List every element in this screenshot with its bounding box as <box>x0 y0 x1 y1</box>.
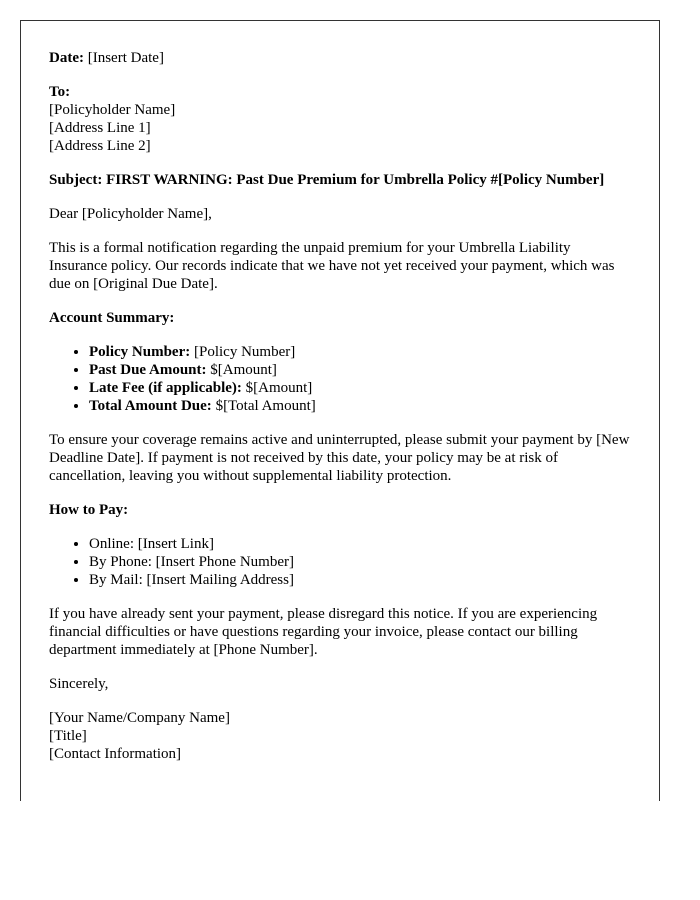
summary-value: [Policy Number] <box>193 344 296 360</box>
signature-name: [Your Name/Company Name] <box>49 710 230 726</box>
signature-block <box>49 709 631 763</box>
closing-paragraph: If you have already sent your payment, please disregard this notice. If you are experiencing financial difficulties or have questions regarding your invoice, please contact our billing department immediately at [Phone Number]. <box>49 606 598 658</box>
how-to-pay-heading: How to Pay: <box>49 502 129 518</box>
summary-value: $[Amount] <box>210 362 277 378</box>
to-label: To: <box>49 84 71 100</box>
summary-label: Policy Number: <box>89 344 191 360</box>
list-item <box>89 397 631 415</box>
date-value: [Insert Date] <box>87 50 164 66</box>
subject-line: Subject: FIRST WARNING: Past Due Premium for Umbrella Policy #[Policy Number] <box>49 172 605 188</box>
summary-value: $[Amount] <box>245 380 313 396</box>
date-label: Date: <box>49 50 84 66</box>
account-summary-list <box>49 343 631 415</box>
signature-title: [Title] <box>49 728 87 744</box>
signature-contact: [Contact Information] <box>49 746 182 762</box>
summary-value: $[Total Amount] <box>215 398 316 414</box>
list-item: • Online: [Insert Link] <box>89 535 631 553</box>
account-summary-heading: Account Summary: <box>49 310 175 326</box>
summary-label: Late Fee (if applicable): <box>89 380 242 396</box>
recipient-block <box>49 83 631 155</box>
recipient-name: [Policyholder Name] <box>49 102 176 118</box>
list-item <box>89 379 631 397</box>
list-item <box>89 343 631 361</box>
signoff: Sincerely, <box>49 676 109 692</box>
letter-document <box>20 20 660 801</box>
intro-paragraph: This is a formal notification regarding the unpaid premium for your Umbrella Liability Insurance policy. Our records indicate that we have not yet received your payment, which was due on [Original Due Date]. <box>49 240 615 292</box>
list-item: • By Phone: [Insert Phone Number] <box>89 553 631 571</box>
list-item: • By Mail: [Insert Mailing Address] <box>89 571 631 589</box>
summary-label: Past Due Amount: <box>89 362 207 378</box>
greeting: Dear [Policyholder Name], <box>49 206 212 222</box>
summary-label: Total Amount Due: <box>89 398 212 414</box>
recipient-address-line-1: [Address Line 1] <box>49 120 151 136</box>
how-to-pay-list <box>49 535 631 589</box>
recipient-address-line-2: [Address Line 2] <box>49 138 151 154</box>
date-line <box>49 49 631 67</box>
list-item <box>89 361 631 379</box>
deadline-paragraph: To ensure your coverage remains active and uninterrupted, please submit your payment by [New Deadline Date]. If payment is not received by this date, your policy may be at risk of cancellation, leaving you without supplemental liability protection. <box>49 432 630 484</box>
